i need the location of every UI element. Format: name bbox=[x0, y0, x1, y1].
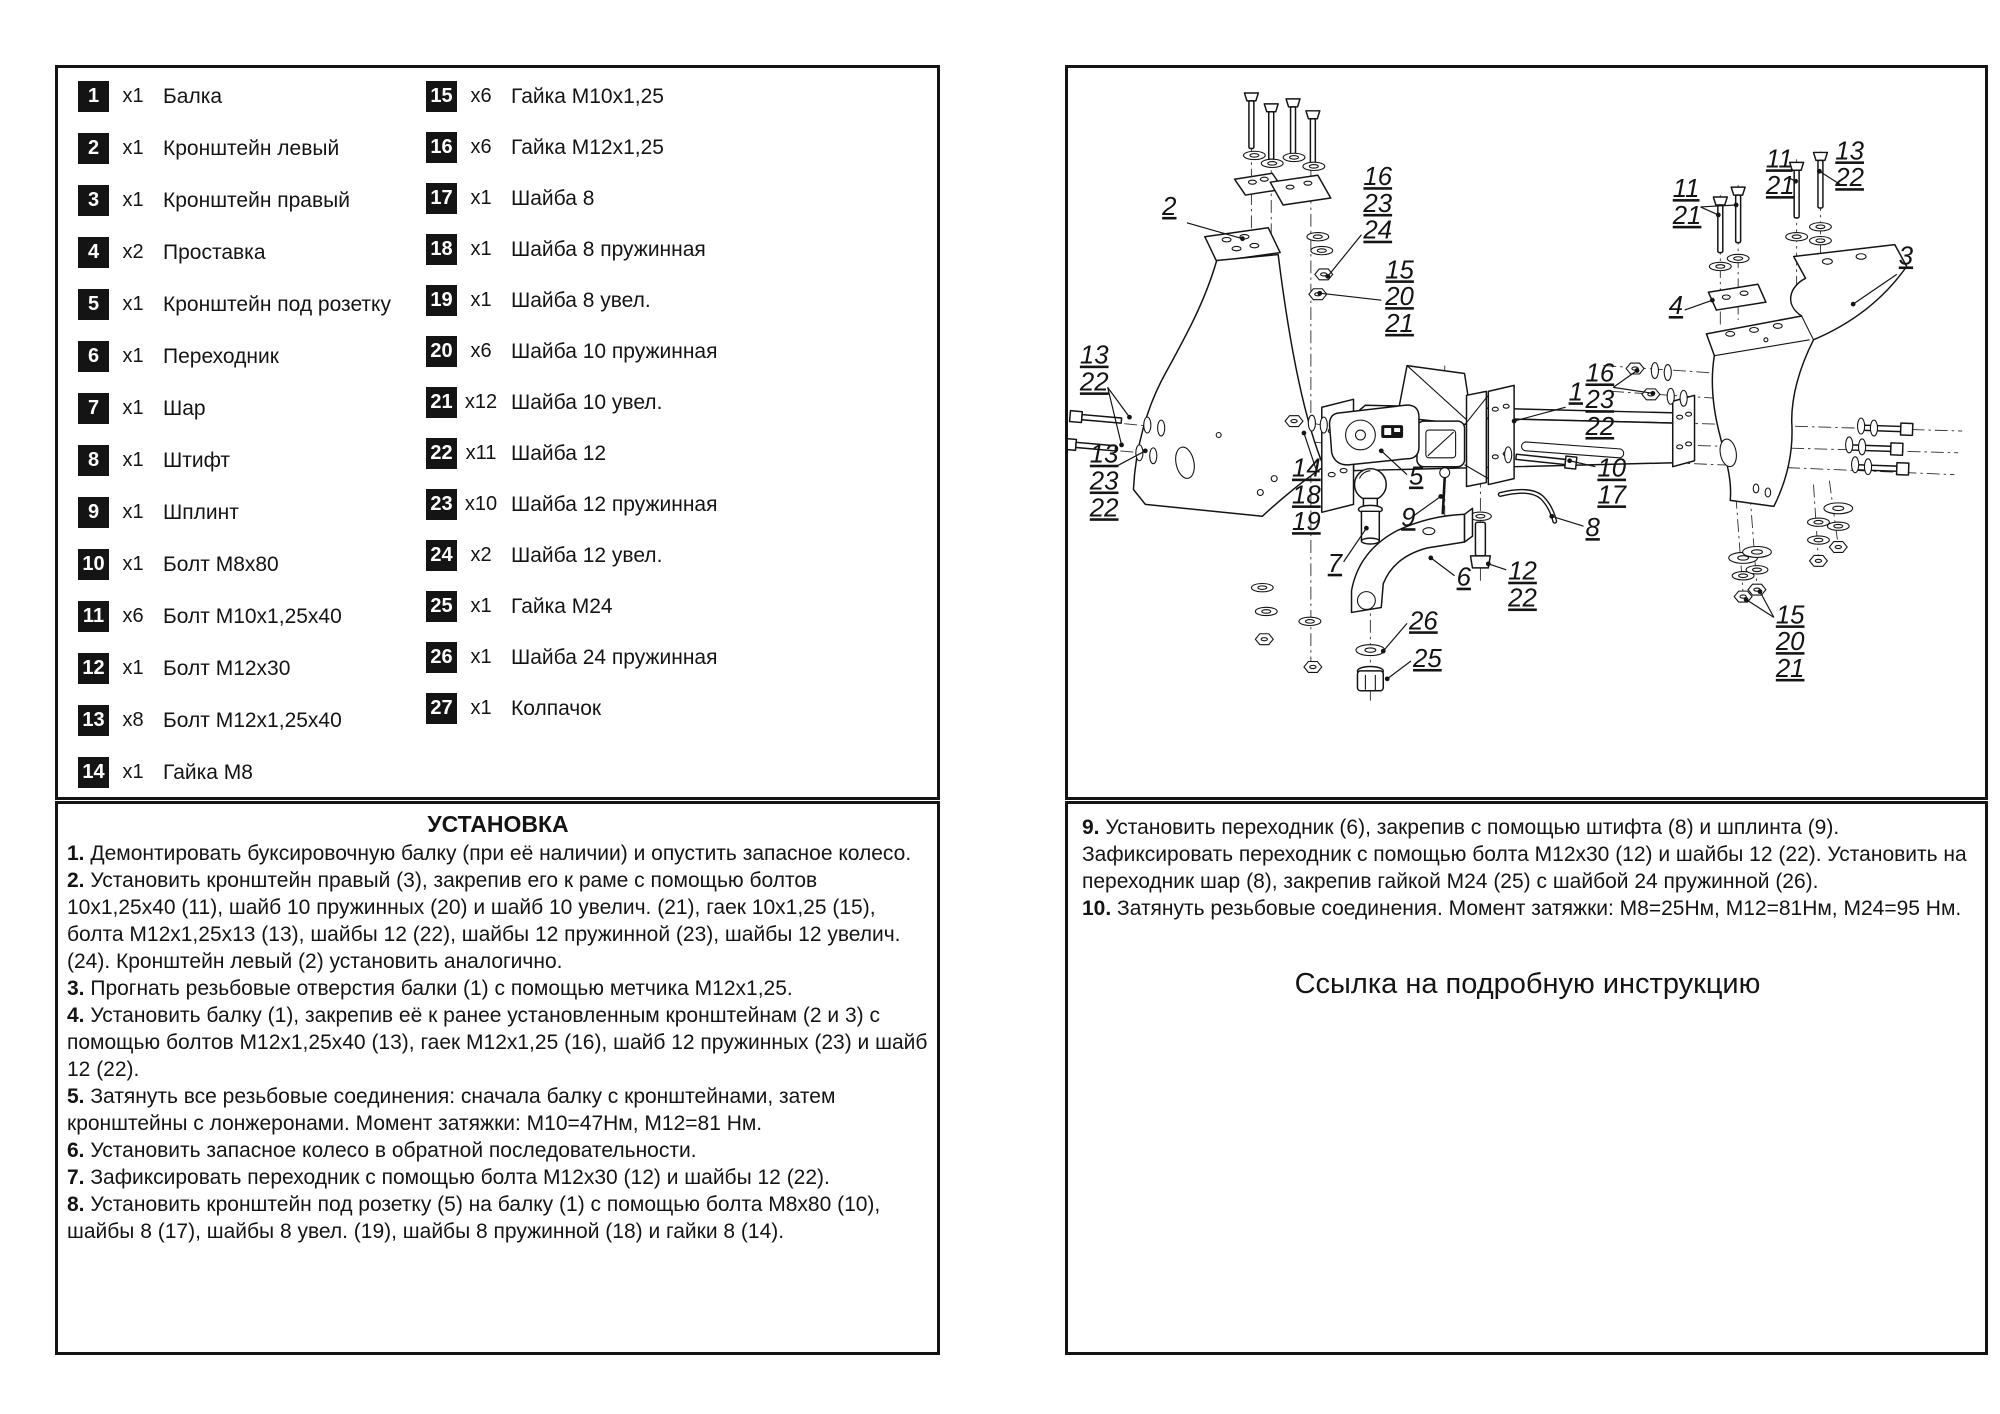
part-row bbox=[426, 591, 717, 622]
step-number: 4. bbox=[67, 1004, 85, 1027]
part-qty: x1 bbox=[470, 187, 492, 209]
part-row bbox=[78, 601, 391, 632]
part-row bbox=[426, 489, 717, 520]
part-qty: x1 bbox=[122, 397, 144, 419]
part-number-badge: 15 bbox=[426, 81, 457, 112]
part-number-badge: 13 bbox=[78, 705, 109, 736]
diagram-callout: 20 bbox=[1385, 283, 1414, 312]
right-lower-stacks bbox=[1729, 503, 1853, 602]
part-number-badge: 8 bbox=[78, 445, 109, 476]
part-row bbox=[426, 540, 717, 571]
callout-leader-dot bbox=[1758, 589, 1763, 594]
part-number-badge: 22 bbox=[426, 438, 457, 469]
right-steps bbox=[1082, 814, 1973, 922]
step-number: 9. bbox=[1082, 816, 1100, 839]
part-number-badge: 25 bbox=[426, 591, 457, 622]
part-name: Кронштейн правый bbox=[163, 188, 350, 212]
diagram-callout: 13 bbox=[1079, 341, 1109, 370]
callout-leader-dot bbox=[1127, 415, 1132, 420]
installation-step: 3. Прогнать резьбовые отверстия балки (1) с помощью метчика М12х1,25. bbox=[67, 977, 793, 1000]
callout-leader-dot bbox=[1381, 649, 1386, 654]
part-qty: x6 bbox=[122, 605, 144, 627]
part-row bbox=[426, 81, 717, 112]
part-qty: x8 bbox=[122, 709, 144, 731]
part-row bbox=[426, 132, 717, 163]
diagram-callout: 24 bbox=[1363, 216, 1393, 245]
diagram-callout: 5 bbox=[1409, 462, 1424, 491]
installation-step: 4. Установить балку (1), закрепив её к ранее установленным кронштейнам (2 и 3) с помощью болтов М12х1,25х40 (13), гаек М12х1,25 (16), шайб 12 пружинных (23) и шайб 12 (22). bbox=[67, 1004, 928, 1081]
part-row bbox=[78, 549, 391, 580]
callout-leader-dot bbox=[1302, 431, 1307, 436]
callout-leader-dot bbox=[1240, 236, 1245, 241]
parts-list-panel bbox=[55, 65, 940, 800]
diagram-callout: 22 bbox=[1585, 412, 1615, 441]
step-number: 6. bbox=[67, 1139, 85, 1162]
callout-leader bbox=[1344, 528, 1367, 562]
part-row bbox=[78, 289, 391, 320]
callout-leader-dot bbox=[1385, 676, 1390, 681]
step-number: 5. bbox=[67, 1085, 85, 1108]
callout-leader-dot bbox=[1428, 556, 1433, 561]
part-name: Болт М12х1,25х40 bbox=[163, 708, 342, 732]
diagram-callout: 26 bbox=[1409, 607, 1438, 636]
diagram-callout: 7 bbox=[1327, 549, 1343, 578]
callout-leader-dot bbox=[1651, 391, 1656, 396]
diagram-callout: 18 bbox=[1292, 481, 1321, 510]
callout-leader-dot bbox=[1635, 368, 1640, 373]
part-name: Шайба 8 пружинная bbox=[511, 237, 706, 261]
callout-leader-dot bbox=[1734, 203, 1739, 208]
part-name: Кронштейн под розетку bbox=[163, 292, 391, 316]
part-number-badge: 20 bbox=[426, 336, 457, 367]
parts-list-column-2 bbox=[426, 81, 717, 724]
part-number-badge: 26 bbox=[426, 642, 457, 673]
step-number: 8. bbox=[67, 1193, 85, 1216]
towbar-exploded-drawing bbox=[1068, 68, 1985, 797]
part-qty: x1 bbox=[470, 289, 492, 311]
part-name: Болт М8х80 bbox=[163, 552, 279, 576]
callout-leader-dot bbox=[1567, 458, 1572, 463]
part-row bbox=[78, 497, 391, 528]
part-name: Болт М10х1,25х40 bbox=[163, 604, 342, 628]
part-qty: x1 bbox=[122, 657, 144, 679]
installation-step: 7. Зафиксировать переходник с помощью болта М12х30 (12) и шайбы 12 (22). bbox=[67, 1166, 830, 1189]
callout-leader-dot bbox=[1317, 291, 1322, 296]
part-qty: x6 bbox=[470, 340, 492, 362]
part-number-badge: 16 bbox=[426, 132, 457, 163]
ball-mount-drawing bbox=[1352, 469, 1473, 691]
callout-leader bbox=[1431, 558, 1455, 576]
callout-leader-dot bbox=[1119, 443, 1124, 448]
exploded-diagram-panel bbox=[1065, 65, 1988, 800]
part-number-badge: 12 bbox=[78, 653, 109, 684]
part-name: Шар bbox=[163, 396, 206, 420]
callout-leader-dot bbox=[1364, 526, 1369, 531]
part-qty: x6 bbox=[470, 136, 492, 158]
part-qty: x1 bbox=[470, 238, 492, 260]
callout-leader-dot bbox=[1817, 169, 1822, 174]
part-row bbox=[426, 693, 717, 724]
part-row bbox=[426, 438, 717, 469]
diagram-callout: 21 bbox=[1672, 201, 1702, 230]
part-name: Шайба 10 увел. bbox=[511, 390, 663, 414]
callout-leader-dot bbox=[1438, 494, 1443, 499]
part-row bbox=[426, 387, 717, 418]
diagram-callout: 13 bbox=[1089, 440, 1119, 469]
part-number-badge: 7 bbox=[78, 393, 109, 424]
installation-step: 9. Установить переходник (6), закрепив с помощью штифта (8) и шплинта (9). Зафиксировать переходник с помощью болта М12х30 (12) и шайбы 12 (22). Установить на переходник шар (8), закрепив гайкой М24 (25) с шайбой 24 пружинной (26). bbox=[1082, 816, 1967, 893]
diagram-callout: 13 bbox=[1835, 137, 1864, 166]
callout-leader-dot bbox=[1379, 448, 1384, 453]
diagram-callout: 11 bbox=[1672, 175, 1700, 204]
diagram-callout: 21 bbox=[1385, 309, 1414, 338]
diagram-callout: 6 bbox=[1456, 563, 1471, 592]
part-qty: x1 bbox=[122, 501, 144, 523]
diagram-callout: 2 bbox=[1162, 192, 1177, 221]
callout-leader bbox=[1488, 564, 1506, 570]
diagram-callout: 21 bbox=[1775, 654, 1805, 683]
part-name: Шайба 10 пружинная bbox=[511, 339, 718, 363]
diagram-callout: 17 bbox=[1597, 481, 1627, 510]
part-row bbox=[78, 185, 391, 216]
part-number-badge: 18 bbox=[426, 234, 457, 265]
diagram-callout: 15 bbox=[1385, 256, 1414, 285]
part-row bbox=[426, 336, 717, 367]
installation-step: 6. Установить запасное колесо в обратной последовательности. bbox=[67, 1139, 697, 1162]
part-number-badge: 14 bbox=[78, 757, 109, 788]
callout-leader-dot bbox=[1716, 213, 1721, 218]
callout-leader bbox=[1700, 207, 1718, 215]
part-number-badge: 24 bbox=[426, 540, 457, 571]
part-number-badge: 5 bbox=[78, 289, 109, 320]
part-name: Шайба 8 bbox=[511, 186, 595, 210]
installation-title: УСТАНОВКА bbox=[427, 811, 569, 837]
part-name: Болт М12х30 bbox=[163, 656, 291, 680]
part-name: Гайка М24 bbox=[511, 594, 613, 618]
callout-leader bbox=[1328, 235, 1362, 277]
callout-leader bbox=[1613, 371, 1637, 388]
callout-leader-dot bbox=[1143, 448, 1148, 453]
part-qty: x1 bbox=[470, 646, 492, 668]
part-qty: x1 bbox=[122, 449, 144, 471]
part-qty: x6 bbox=[470, 85, 492, 107]
part-qty: x10 bbox=[464, 493, 498, 515]
diagram-callout: 1 bbox=[1568, 378, 1583, 407]
part-qty: x1 bbox=[122, 293, 144, 315]
part-number-badge: 17 bbox=[426, 183, 457, 214]
callout-leader-dot bbox=[1744, 597, 1749, 602]
detailed-instruction-link[interactable]: Ссылка на подробную инструкцию bbox=[1294, 968, 1761, 1000]
part-qty: x1 bbox=[470, 595, 492, 617]
part-number-badge: 19 bbox=[426, 285, 457, 316]
part-row bbox=[78, 133, 391, 164]
part-qty: x2 bbox=[470, 544, 492, 566]
callout-leader bbox=[1383, 623, 1407, 651]
part-row bbox=[426, 285, 717, 316]
part-qty: x1 bbox=[122, 137, 144, 159]
part-row bbox=[78, 393, 391, 424]
installation-step: 2. Установить кронштейн правый (3), закрепив его к раме с помощью болтов 10х1,25х40 (11), шайб 10 пружинных (20) и шайб 10 увелич. (21), гаек 10х1,25 (15), болта М12х1,25х13 (13), шайбы 12 (22), шайбы 12 пружинной (23), шайбы 12 увелич. (24). Кронштейн левый (2) установить аналогично. bbox=[67, 869, 901, 973]
diagram-callout: 20 bbox=[1775, 628, 1805, 657]
callout-leader-dot bbox=[1512, 419, 1517, 424]
part-qty: x12 bbox=[464, 391, 498, 413]
part-number-badge: 23 bbox=[426, 489, 457, 520]
left-bracket-drawing bbox=[1133, 228, 1323, 673]
part-row bbox=[78, 653, 391, 684]
part-qty: x11 bbox=[465, 442, 497, 464]
step-number: 3. bbox=[67, 977, 85, 1000]
diagram-callout: 19 bbox=[1292, 508, 1321, 537]
part-qty: x2 bbox=[122, 241, 144, 263]
part-name: Колпачок bbox=[511, 696, 602, 720]
part-number-badge: 2 bbox=[78, 133, 109, 164]
installation-step: 1. Демонтировать буксировочную балку (при её наличии) и опустить запасное колесо. bbox=[67, 842, 912, 865]
part-name: Штифт bbox=[163, 448, 231, 472]
diagram-callout: 16 bbox=[1363, 163, 1393, 192]
part-number-badge: 4 bbox=[78, 237, 109, 268]
part-number-badge: 3 bbox=[78, 185, 109, 216]
part-number-badge: 1 bbox=[78, 81, 109, 112]
part-name: Гайка М8 bbox=[163, 760, 253, 784]
part-number-badge: 9 bbox=[78, 497, 109, 528]
diagram-callout: 11 bbox=[1765, 145, 1793, 174]
part-qty: x1 bbox=[470, 697, 492, 719]
callout-leader bbox=[1685, 300, 1713, 310]
diagram-callout: 16 bbox=[1585, 359, 1615, 388]
callout-leader-dot bbox=[1851, 302, 1856, 307]
part-name: Кронштейн левый bbox=[163, 136, 340, 160]
part-row bbox=[78, 757, 391, 788]
step-number: 10. bbox=[1082, 897, 1112, 920]
part-qty: x1 bbox=[122, 761, 144, 783]
callout-leader-dot bbox=[1486, 561, 1491, 566]
part-name: Переходник bbox=[163, 344, 279, 368]
diagram-callout: 23 bbox=[1585, 386, 1615, 415]
installation-panel bbox=[55, 801, 940, 1355]
diagram-callout: 9 bbox=[1401, 504, 1416, 533]
part-name: Шплинт bbox=[163, 500, 239, 524]
callout-leader-dot bbox=[1710, 298, 1715, 303]
diagram-callout: 8 bbox=[1585, 514, 1600, 543]
part-number-badge: 6 bbox=[78, 341, 109, 372]
diagram-callout: 3 bbox=[1898, 242, 1914, 271]
part-row bbox=[426, 183, 717, 214]
part-number-badge: 11 bbox=[78, 601, 109, 632]
parts-list-column-1 bbox=[78, 81, 391, 788]
step-number: 7. bbox=[67, 1166, 85, 1189]
diagram-callout: 12 bbox=[1508, 557, 1537, 586]
diagram-callout: 22 bbox=[1508, 584, 1537, 613]
part-name: Балка bbox=[163, 84, 223, 108]
right-edge-bolts bbox=[1846, 418, 1913, 475]
part-row bbox=[426, 234, 717, 265]
step-number: 1. bbox=[67, 842, 85, 865]
diagram-callout: 14 bbox=[1292, 454, 1321, 483]
diagram-callout: 23 bbox=[1089, 467, 1119, 496]
installation-steps bbox=[67, 840, 929, 1245]
diagram-callout: 23 bbox=[1363, 189, 1393, 218]
diagram-callout: 22 bbox=[1835, 164, 1864, 193]
callout-leader bbox=[1320, 293, 1381, 300]
part-name: Шайба 24 пружинная bbox=[511, 645, 718, 669]
part-qty: x1 bbox=[122, 85, 144, 107]
notes-panel bbox=[1065, 801, 1988, 1355]
diagram-callout: 25 bbox=[1412, 644, 1442, 673]
step-number: 2. bbox=[67, 869, 85, 892]
callout-leader bbox=[1387, 661, 1411, 679]
diagram-callout: 15 bbox=[1775, 601, 1805, 630]
diagram-callout: 22 bbox=[1079, 368, 1109, 397]
part-qty: x1 bbox=[122, 189, 144, 211]
part-name: Гайка М12х1,25 bbox=[511, 135, 664, 159]
part-row bbox=[78, 237, 391, 268]
installation-step: 8. Установить кронштейн под розетку (5) на балку (1) с помощью болта М8х80 (10), шайбы 8 (17), шайбы 8 увел. (19), шайбы 8 пружинной (18) и гайки 8 (14). bbox=[67, 1193, 881, 1243]
callout-leader bbox=[1413, 496, 1441, 516]
diagram-callout: 22 bbox=[1089, 494, 1119, 523]
installation-step: 10. Затянуть резьбовые соединения. Момент затяжки: М8=25Нм, М12=81Нм, М24=95 Нм. bbox=[1082, 897, 1962, 920]
part-row bbox=[78, 705, 391, 736]
diagram-callout: 4 bbox=[1668, 292, 1684, 321]
installation-step: 5. Затянуть все резьбовые соединения: сначала балку с кронштейнами, затем кронштейны с лонжеронами. Момент затяжки: М10=47Нм, М12=81 Нм. bbox=[67, 1085, 836, 1135]
part-row bbox=[78, 445, 391, 476]
callout-leader-dot bbox=[1549, 514, 1554, 519]
callout-leader-dot bbox=[1325, 274, 1330, 279]
part-name: Шайба 12 увел. bbox=[511, 543, 663, 567]
part-qty: x1 bbox=[122, 553, 144, 575]
part-name: Шайба 8 увел. bbox=[511, 288, 651, 312]
part-number-badge: 10 bbox=[78, 549, 109, 580]
part-name: Шайба 12 пружинная bbox=[511, 492, 718, 516]
part-name: Шайба 12 bbox=[511, 441, 607, 465]
part-qty: x1 bbox=[122, 345, 144, 367]
part-number-badge: 21 bbox=[426, 387, 457, 418]
diagram-callout: 21 bbox=[1765, 172, 1795, 201]
part-row bbox=[78, 341, 391, 372]
part-row bbox=[78, 81, 391, 112]
diagram-callout: 10 bbox=[1597, 454, 1627, 483]
part-name: Проставка bbox=[163, 240, 266, 264]
part-row bbox=[426, 642, 717, 673]
part-name: Гайка М10х1,25 bbox=[511, 84, 664, 108]
part-number-badge: 27 bbox=[426, 693, 457, 724]
